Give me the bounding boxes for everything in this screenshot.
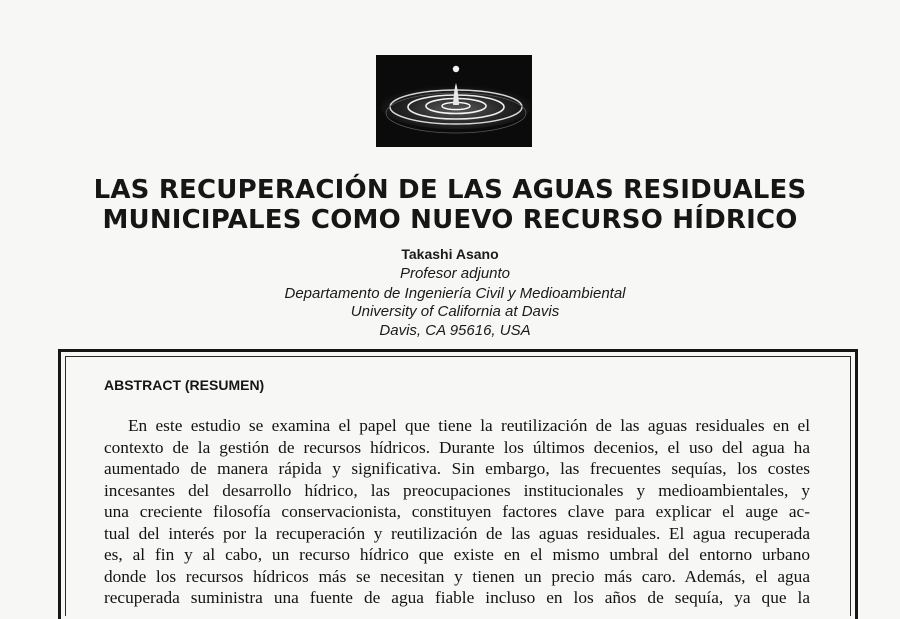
author-name: Takashi Asano — [401, 246, 499, 262]
abstract-heading: ABSTRACT (RESUMEN) — [104, 377, 265, 393]
abstract-line: contexto de la gestión de recursos hídricos. Durante los últimos decenios, el uso del agua ha — [104, 437, 810, 457]
abstract-line: incesantes del desarrollo hídrico, las preocupaciones institucionales y medioambientales, y — [104, 480, 810, 500]
author-university: University of California at Davis — [350, 303, 560, 320]
abstract-line: recuperada suministra una fuente de agua fiable incluso en los años de sequía, ya que la — [104, 588, 810, 607]
abstract-line: En este estudio se examina el papel que tiene la reutilización de las aguas residuales en el — [128, 416, 810, 435]
author-position: Profesor adjunto — [399, 265, 511, 282]
author-address: Davis, CA 95616, USA — [379, 322, 531, 339]
abstract-body — [104, 415, 810, 609]
abstract-line: una creciente filosofía conservacionista, constituyen factores clave para explicar el auge ac- — [104, 502, 810, 521]
author-department: Departamento de Ingeniería Civil y Medioambiental — [284, 285, 626, 302]
paper-title-line-2: MUNICIPALES COMO NUEVO RECURSO HÍDRICO — [102, 205, 798, 235]
abstract-line: aumentado de manera rápida y significativa. Sin embargo, las frecuentes sequías, los costes — [104, 459, 810, 478]
abstract-line: tual del interés por la recuperación y reutilización de las aguas residuales. El agua recuperada — [104, 523, 810, 543]
abstract-line: donde los recursos hídricos más se necesitan y tienen un precio más caro. Además, el agua — [104, 566, 810, 586]
water-drop-ripple-icon — [376, 55, 532, 147]
paper-title-line-1: LAS RECUPERACIÓN DE LAS AGUAS RESIDUALES — [93, 175, 807, 205]
abstract-line: es, al fin y al cabo, un recurso hídrico que existe en el mismo umbral del entorno urbano — [104, 545, 810, 564]
